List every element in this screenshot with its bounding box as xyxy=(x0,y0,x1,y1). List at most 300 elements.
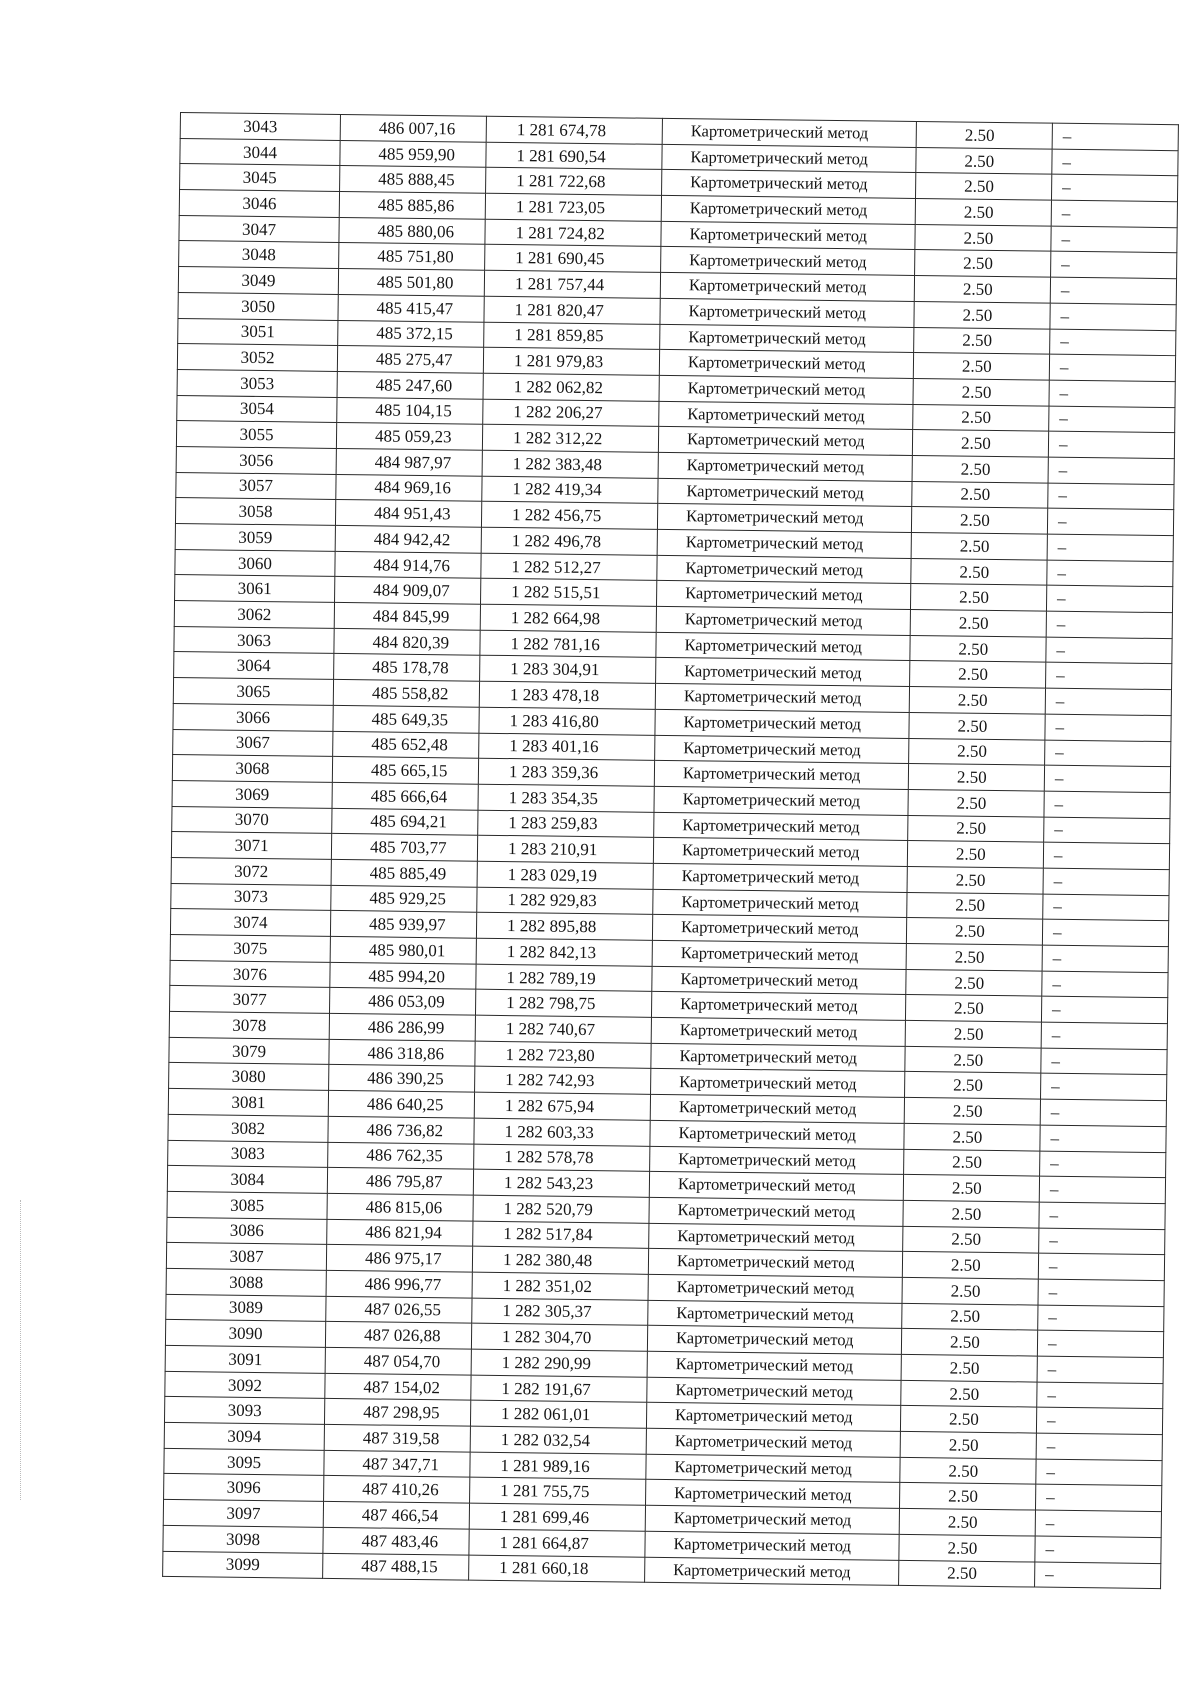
precision-cell: 2.50 xyxy=(903,1175,1039,1202)
x-coordinate-cell: 484 914,76 xyxy=(335,551,481,578)
description-cell: – xyxy=(1043,894,1169,921)
x-coordinate-cell: 487 026,88 xyxy=(325,1322,471,1349)
x-coordinate-cell: 487 026,55 xyxy=(326,1296,472,1323)
y-coordinate-cell: 1 282 742,93 xyxy=(475,1067,651,1095)
method-cell: Картометрический метод xyxy=(650,1094,904,1123)
description-cell: – xyxy=(1035,1536,1161,1563)
x-coordinate-cell: 485 649,35 xyxy=(333,705,479,732)
point-number-cell: 3060 xyxy=(175,549,335,577)
y-coordinate-cell: 1 282 515,51 xyxy=(481,579,657,607)
y-coordinate-cell: 1 282 675,94 xyxy=(474,1092,650,1120)
x-coordinate-cell: 486 053,09 xyxy=(329,988,475,1015)
y-coordinate-cell: 1 282 895,88 xyxy=(476,912,652,940)
description-cell: – xyxy=(1049,406,1175,433)
method-cell: Картометрический метод xyxy=(645,1505,899,1534)
point-number-cell: 3089 xyxy=(166,1294,326,1322)
description-cell: – xyxy=(1035,1484,1161,1511)
point-number-cell: 3061 xyxy=(175,575,335,603)
method-cell: Картометрический метод xyxy=(646,1454,900,1483)
method-cell: Картометрический метод xyxy=(648,1274,902,1303)
point-number-cell: 3066 xyxy=(173,703,333,731)
x-coordinate-cell: 485 885,49 xyxy=(331,859,477,886)
y-coordinate-cell: 1 282 603,33 xyxy=(474,1118,650,1146)
method-cell: Картометрический метод xyxy=(651,1043,905,1072)
x-coordinate-cell: 487 298,95 xyxy=(324,1399,470,1426)
y-coordinate-cell: 1 282 512,27 xyxy=(481,553,657,581)
x-coordinate-cell: 485 751,80 xyxy=(339,243,485,270)
description-cell: – xyxy=(1041,1048,1167,1075)
method-cell: Картометрический метод xyxy=(652,966,906,995)
y-coordinate-cell: 1 282 032,54 xyxy=(470,1426,646,1454)
precision-cell: 2.50 xyxy=(908,815,1044,842)
precision-cell: 2.50 xyxy=(903,1226,1039,1253)
method-cell: Картометрический метод xyxy=(647,1326,901,1355)
description-cell: – xyxy=(1049,354,1175,381)
y-coordinate-cell: 1 281 724,82 xyxy=(485,219,661,247)
x-coordinate-cell: 486 975,17 xyxy=(326,1245,472,1272)
description-cell: – xyxy=(1050,277,1176,304)
description-cell: – xyxy=(1039,1202,1165,1229)
y-coordinate-cell: 1 282 723,80 xyxy=(475,1041,651,1069)
precision-cell: 2.50 xyxy=(901,1329,1037,1356)
point-number-cell: 3075 xyxy=(170,934,330,962)
precision-cell: 2.50 xyxy=(900,1406,1036,1433)
description-cell: – xyxy=(1047,534,1173,561)
point-number-cell: 3092 xyxy=(165,1371,325,1399)
precision-cell: 2.50 xyxy=(906,918,1042,945)
method-cell: Картометрический метод xyxy=(648,1300,902,1329)
x-coordinate-cell: 484 820,39 xyxy=(334,628,480,655)
point-number-cell: 3070 xyxy=(172,806,332,834)
x-coordinate-cell: 485 703,77 xyxy=(331,834,477,861)
point-number-cell: 3087 xyxy=(166,1243,326,1271)
precision-cell: 2.50 xyxy=(914,301,1050,328)
point-number-cell: 3097 xyxy=(163,1500,323,1528)
y-coordinate-cell: 1 283 416,80 xyxy=(479,707,655,735)
precision-cell: 2.50 xyxy=(901,1380,1037,1407)
method-cell: Картометрический метод xyxy=(651,1017,905,1046)
x-coordinate-cell: 485 652,48 xyxy=(333,731,479,758)
x-coordinate-cell: 485 501,80 xyxy=(338,269,484,296)
precision-cell: 2.50 xyxy=(904,1149,1040,1176)
method-cell: Картометрический метод xyxy=(650,1120,904,1149)
y-coordinate-cell: 1 282 842,13 xyxy=(476,938,652,966)
point-number-cell: 3043 xyxy=(180,113,340,141)
precision-cell: 2.50 xyxy=(900,1457,1036,1484)
y-coordinate-cell: 1 282 798,75 xyxy=(475,990,651,1018)
method-cell: Картометрический метод xyxy=(661,247,915,276)
x-coordinate-cell: 485 247,60 xyxy=(337,371,483,398)
y-coordinate-cell: 1 282 929,83 xyxy=(477,887,653,915)
point-number-cell: 3094 xyxy=(164,1422,324,1450)
precision-cell: 2.50 xyxy=(899,1509,1035,1536)
description-cell: – xyxy=(1042,971,1168,998)
precision-cell: 2.50 xyxy=(913,404,1049,431)
description-cell: – xyxy=(1038,1253,1164,1280)
y-coordinate-cell: 1 282 520,79 xyxy=(473,1195,649,1223)
method-cell: Картометрический метод xyxy=(647,1377,901,1406)
x-coordinate-cell: 485 929,25 xyxy=(331,885,477,912)
method-cell: Картометрический метод xyxy=(658,478,912,507)
description-cell: – xyxy=(1045,688,1171,715)
x-coordinate-cell: 485 994,20 xyxy=(330,962,476,989)
point-number-cell: 3091 xyxy=(165,1345,325,1373)
x-coordinate-cell: 487 488,15 xyxy=(323,1553,469,1580)
y-coordinate-cell: 1 282 206,27 xyxy=(483,399,659,427)
point-number-cell: 3062 xyxy=(174,601,334,629)
x-coordinate-cell: 484 909,07 xyxy=(335,577,481,604)
precision-cell: 2.50 xyxy=(909,687,1045,714)
y-coordinate-cell: 1 281 723,05 xyxy=(485,193,661,221)
x-coordinate-cell: 486 007,16 xyxy=(340,114,486,141)
precision-cell: 2.50 xyxy=(914,276,1050,303)
description-cell: – xyxy=(1044,791,1170,818)
point-number-cell: 3085 xyxy=(167,1191,327,1219)
y-coordinate-cell: 1 282 062,82 xyxy=(483,373,659,401)
x-coordinate-cell: 486 318,86 xyxy=(329,1039,475,1066)
precision-cell: 2.50 xyxy=(909,738,1045,765)
precision-cell: 2.50 xyxy=(912,455,1048,482)
description-cell: – xyxy=(1035,1562,1161,1589)
precision-cell: 2.50 xyxy=(905,1072,1041,1099)
y-coordinate-cell: 1 281 674,78 xyxy=(486,116,662,144)
point-number-cell: 3048 xyxy=(179,241,339,269)
point-number-cell: 3063 xyxy=(174,626,334,654)
precision-cell: 2.50 xyxy=(911,558,1047,585)
x-coordinate-cell: 484 845,99 xyxy=(334,602,480,629)
y-coordinate-cell: 1 281 989,16 xyxy=(470,1452,646,1480)
y-coordinate-cell: 1 282 419,34 xyxy=(482,476,658,504)
point-number-cell: 3096 xyxy=(164,1474,324,1502)
method-cell: Картометрический метод xyxy=(659,350,913,379)
method-cell: Картометрический метод xyxy=(662,118,916,147)
description-cell: – xyxy=(1036,1407,1162,1434)
description-cell: – xyxy=(1046,663,1172,690)
point-number-cell: 3090 xyxy=(165,1320,325,1348)
y-coordinate-cell: 1 283 259,83 xyxy=(478,810,654,838)
precision-cell: 2.50 xyxy=(904,1098,1040,1125)
x-coordinate-cell: 485 665,15 xyxy=(332,757,478,784)
description-cell: – xyxy=(1037,1382,1163,1409)
point-number-cell: 3083 xyxy=(168,1140,328,1168)
y-coordinate-cell: 1 283 359,36 xyxy=(478,758,654,786)
description-cell: – xyxy=(1039,1176,1165,1203)
x-coordinate-cell: 487 410,26 xyxy=(324,1476,470,1503)
point-number-cell: 3065 xyxy=(173,678,333,706)
description-cell: – xyxy=(1045,740,1171,767)
precision-cell: 2.50 xyxy=(912,481,1048,508)
description-cell: – xyxy=(1048,431,1174,458)
point-number-cell: 3068 xyxy=(172,755,332,783)
precision-cell: 2.50 xyxy=(902,1252,1038,1279)
description-cell: – xyxy=(1041,996,1167,1023)
method-cell: Картометрический метод xyxy=(656,606,910,635)
method-cell: Картометрический метод xyxy=(659,401,913,430)
precision-cell: 2.50 xyxy=(910,584,1046,611)
point-number-cell: 3057 xyxy=(176,472,336,500)
description-cell: – xyxy=(1037,1356,1163,1383)
precision-cell: 2.50 xyxy=(915,199,1051,226)
point-number-cell: 3064 xyxy=(174,652,334,680)
description-cell: – xyxy=(1048,457,1174,484)
description-cell: – xyxy=(1043,868,1169,895)
description-cell: – xyxy=(1052,123,1178,150)
y-coordinate-cell: 1 282 380,48 xyxy=(472,1246,648,1274)
method-cell: Картометрический метод xyxy=(662,144,916,173)
point-number-cell: 3067 xyxy=(173,729,333,757)
x-coordinate-cell: 486 390,25 xyxy=(329,1065,475,1092)
precision-cell: 2.50 xyxy=(906,943,1042,970)
x-coordinate-cell: 487 347,71 xyxy=(324,1450,470,1477)
description-cell: – xyxy=(1051,175,1177,202)
x-coordinate-cell: 487 154,02 xyxy=(325,1373,471,1400)
description-cell: – xyxy=(1038,1279,1164,1306)
point-number-cell: 3044 xyxy=(180,138,340,166)
method-cell: Картометрический метод xyxy=(653,863,907,892)
precision-cell: 2.50 xyxy=(907,841,1043,868)
method-cell: Картометрический метод xyxy=(654,786,908,815)
y-coordinate-cell: 1 281 699,46 xyxy=(469,1503,645,1531)
point-number-cell: 3053 xyxy=(177,369,337,397)
description-cell: – xyxy=(1050,303,1176,330)
point-number-cell: 3082 xyxy=(168,1114,328,1142)
point-number-cell: 3098 xyxy=(163,1525,323,1553)
x-coordinate-cell: 485 558,82 xyxy=(333,680,479,707)
x-coordinate-cell: 485 104,15 xyxy=(337,397,483,424)
point-number-cell: 3056 xyxy=(176,446,336,474)
point-number-cell: 3046 xyxy=(179,190,339,218)
description-cell: – xyxy=(1048,483,1174,510)
y-coordinate-cell: 1 281 859,85 xyxy=(484,322,660,350)
method-cell: Картометрический метод xyxy=(657,529,911,558)
description-cell: – xyxy=(1043,842,1169,869)
point-number-cell: 3049 xyxy=(178,267,338,295)
y-coordinate-cell: 1 283 029,19 xyxy=(477,861,653,889)
table-body xyxy=(163,113,1179,1589)
y-coordinate-cell: 1 282 312,22 xyxy=(482,424,658,452)
method-cell: Картометрический метод xyxy=(653,889,907,918)
y-coordinate-cell: 1 282 496,78 xyxy=(481,527,657,555)
method-cell: Картометрический метод xyxy=(646,1428,900,1457)
y-coordinate-cell: 1 282 664,98 xyxy=(480,604,656,632)
method-cell: Картометрический метод xyxy=(660,324,914,353)
precision-cell: 2.50 xyxy=(899,1483,1035,1510)
x-coordinate-cell: 486 736,82 xyxy=(328,1116,474,1143)
x-coordinate-cell: 485 980,01 xyxy=(330,936,476,963)
description-cell: – xyxy=(1041,1022,1167,1049)
y-coordinate-cell: 1 281 690,45 xyxy=(485,245,661,273)
x-coordinate-cell: 486 640,25 xyxy=(328,1091,474,1118)
method-cell: Картометрический метод xyxy=(659,375,913,404)
method-cell: Картометрический метод xyxy=(653,838,907,867)
point-number-cell: 3074 xyxy=(170,909,330,937)
point-number-cell: 3078 xyxy=(169,1012,329,1040)
x-coordinate-cell: 485 694,21 xyxy=(332,808,478,835)
y-coordinate-cell: 1 281 820,47 xyxy=(484,296,660,324)
x-coordinate-cell: 485 885,86 xyxy=(339,192,485,219)
point-number-cell: 3047 xyxy=(179,215,339,243)
precision-cell: 2.50 xyxy=(905,1046,1041,1073)
point-number-cell: 3051 xyxy=(178,318,338,346)
description-cell: – xyxy=(1047,508,1173,535)
precision-cell: 2.50 xyxy=(908,789,1044,816)
precision-cell: 2.50 xyxy=(913,378,1049,405)
y-coordinate-cell: 1 282 456,75 xyxy=(481,502,657,530)
precision-cell: 2.50 xyxy=(902,1277,1038,1304)
x-coordinate-cell: 484 951,43 xyxy=(335,500,481,527)
y-coordinate-cell: 1 282 578,78 xyxy=(474,1144,650,1172)
description-cell: – xyxy=(1039,1228,1165,1255)
description-cell: – xyxy=(1036,1459,1162,1486)
description-cell: – xyxy=(1046,585,1172,612)
x-coordinate-cell: 487 466,54 xyxy=(323,1501,469,1528)
description-cell: – xyxy=(1044,817,1170,844)
method-cell: Картометрический метод xyxy=(649,1223,903,1252)
method-cell: Картометрический метод xyxy=(655,683,909,712)
method-cell: Картометрический метод xyxy=(661,195,915,224)
y-coordinate-cell: 1 283 210,91 xyxy=(477,835,653,863)
precision-cell: 2.50 xyxy=(900,1431,1036,1458)
point-number-cell: 3076 xyxy=(170,960,330,988)
point-number-cell: 3081 xyxy=(168,1089,328,1117)
method-cell: Картометрический метод xyxy=(658,452,912,481)
method-cell: Картометрический метод xyxy=(652,940,906,969)
description-cell: – xyxy=(1047,560,1173,587)
x-coordinate-cell: 486 821,94 xyxy=(327,1219,473,1246)
method-cell: Картометрический метод xyxy=(649,1172,903,1201)
y-coordinate-cell: 1 282 290,99 xyxy=(471,1349,647,1377)
method-cell: Картометрический метод xyxy=(655,735,909,764)
method-cell: Картометрический метод xyxy=(656,658,910,687)
y-coordinate-cell: 1 282 781,16 xyxy=(480,630,656,658)
x-coordinate-cell: 485 178,78 xyxy=(334,654,480,681)
description-cell: – xyxy=(1036,1433,1162,1460)
precision-cell: 2.50 xyxy=(905,1020,1041,1047)
method-cell: Картометрический метод xyxy=(646,1403,900,1432)
y-coordinate-cell: 1 281 979,83 xyxy=(483,347,659,375)
x-coordinate-cell: 487 054,70 xyxy=(325,1347,471,1374)
description-cell: – xyxy=(1038,1305,1164,1332)
point-number-cell: 3050 xyxy=(178,292,338,320)
description-cell: – xyxy=(1040,1151,1166,1178)
x-coordinate-cell: 485 059,23 xyxy=(336,423,482,450)
precision-cell: 2.50 xyxy=(910,635,1046,662)
y-coordinate-cell: 1 281 660,18 xyxy=(469,1555,645,1583)
point-number-cell: 3099 xyxy=(163,1551,323,1579)
point-number-cell: 3086 xyxy=(167,1217,327,1245)
y-coordinate-cell: 1 282 061,01 xyxy=(470,1401,646,1429)
document-sheet xyxy=(162,112,1178,1589)
description-cell: – xyxy=(1040,1125,1166,1152)
method-cell: Картометрический метод xyxy=(655,709,909,738)
x-coordinate-cell: 487 483,46 xyxy=(323,1527,469,1554)
method-cell: Картометрический метод xyxy=(657,504,911,533)
description-cell: – xyxy=(1040,1099,1166,1126)
x-coordinate-cell: 485 888,45 xyxy=(340,166,486,193)
precision-cell: 2.50 xyxy=(916,147,1052,174)
description-cell: – xyxy=(1041,1074,1167,1101)
method-cell: Картометрический метод xyxy=(651,1069,905,1098)
precision-cell: 2.50 xyxy=(910,610,1046,637)
point-number-cell: 3080 xyxy=(169,1063,329,1091)
point-number-cell: 3095 xyxy=(164,1448,324,1476)
precision-cell: 2.50 xyxy=(911,532,1047,559)
precision-cell: 2.50 xyxy=(907,892,1043,919)
y-coordinate-cell: 1 282 383,48 xyxy=(482,450,658,478)
description-cell: – xyxy=(1051,200,1177,227)
x-coordinate-cell: 485 959,90 xyxy=(340,140,486,167)
y-coordinate-cell: 1 282 305,37 xyxy=(472,1298,648,1326)
point-number-cell: 3077 xyxy=(170,986,330,1014)
point-number-cell: 3052 xyxy=(177,344,337,372)
precision-cell: 2.50 xyxy=(911,507,1047,534)
method-cell: Картометрический метод xyxy=(660,298,914,327)
x-coordinate-cell: 484 969,16 xyxy=(336,474,482,501)
precision-cell: 2.50 xyxy=(902,1303,1038,1330)
method-cell: Картометрический метод xyxy=(652,915,906,944)
precision-cell: 2.50 xyxy=(910,661,1046,688)
y-coordinate-cell: 1 283 478,18 xyxy=(479,681,655,709)
method-cell: Картометрический метод xyxy=(646,1480,900,1509)
x-coordinate-cell: 486 286,99 xyxy=(329,1013,475,1040)
method-cell: Картометрический метод xyxy=(654,761,908,790)
y-coordinate-cell: 1 282 517,84 xyxy=(473,1221,649,1249)
precision-cell: 2.50 xyxy=(901,1354,1037,1381)
precision-cell: 2.50 xyxy=(914,327,1050,354)
description-cell: – xyxy=(1042,919,1168,946)
y-coordinate-cell: 1 283 401,16 xyxy=(479,733,655,761)
precision-cell: 2.50 xyxy=(916,121,1052,148)
x-coordinate-cell: 486 795,87 xyxy=(327,1168,473,1195)
precision-cell: 2.50 xyxy=(905,995,1041,1022)
precision-cell: 2.50 xyxy=(899,1560,1035,1587)
method-cell: Картометрический метод xyxy=(661,221,915,250)
y-coordinate-cell: 1 282 351,02 xyxy=(472,1272,648,1300)
y-coordinate-cell: 1 281 757,44 xyxy=(484,270,660,298)
x-coordinate-cell: 485 880,06 xyxy=(339,217,485,244)
method-cell: Картометрический метод xyxy=(650,1146,904,1175)
description-cell: – xyxy=(1050,329,1176,356)
y-coordinate-cell: 1 282 191,67 xyxy=(471,1375,647,1403)
precision-cell: 2.50 xyxy=(908,764,1044,791)
description-cell: – xyxy=(1035,1510,1161,1537)
description-cell: – xyxy=(1044,765,1170,792)
point-number-cell: 3088 xyxy=(166,1268,326,1296)
precision-cell: 2.50 xyxy=(915,224,1051,251)
precision-cell: 2.50 xyxy=(909,712,1045,739)
x-coordinate-cell: 485 415,47 xyxy=(338,294,484,321)
method-cell: Картометрический метод xyxy=(647,1351,901,1380)
precision-cell: 2.50 xyxy=(915,173,1051,200)
point-number-cell: 3093 xyxy=(164,1397,324,1425)
method-cell: Картометрический метод xyxy=(654,812,908,841)
method-cell: Картометрический метод xyxy=(657,555,911,584)
point-number-cell: 3079 xyxy=(169,1037,329,1065)
point-number-cell: 3058 xyxy=(175,498,335,526)
method-cell: Картометрический метод xyxy=(656,581,910,610)
point-number-cell: 3045 xyxy=(180,164,340,192)
precision-cell: 2.50 xyxy=(906,969,1042,996)
method-cell: Картометрический метод xyxy=(658,427,912,456)
method-cell: Картометрический метод xyxy=(660,273,914,302)
method-cell: Картометрический метод xyxy=(649,1197,903,1226)
y-coordinate-cell: 1 281 664,87 xyxy=(469,1529,645,1557)
description-cell: – xyxy=(1046,637,1172,664)
y-coordinate-cell: 1 283 304,91 xyxy=(480,656,656,684)
y-coordinate-cell: 1 282 304,70 xyxy=(471,1323,647,1351)
y-coordinate-cell: 1 283 354,35 xyxy=(478,784,654,812)
x-coordinate-cell: 485 666,64 xyxy=(332,782,478,809)
